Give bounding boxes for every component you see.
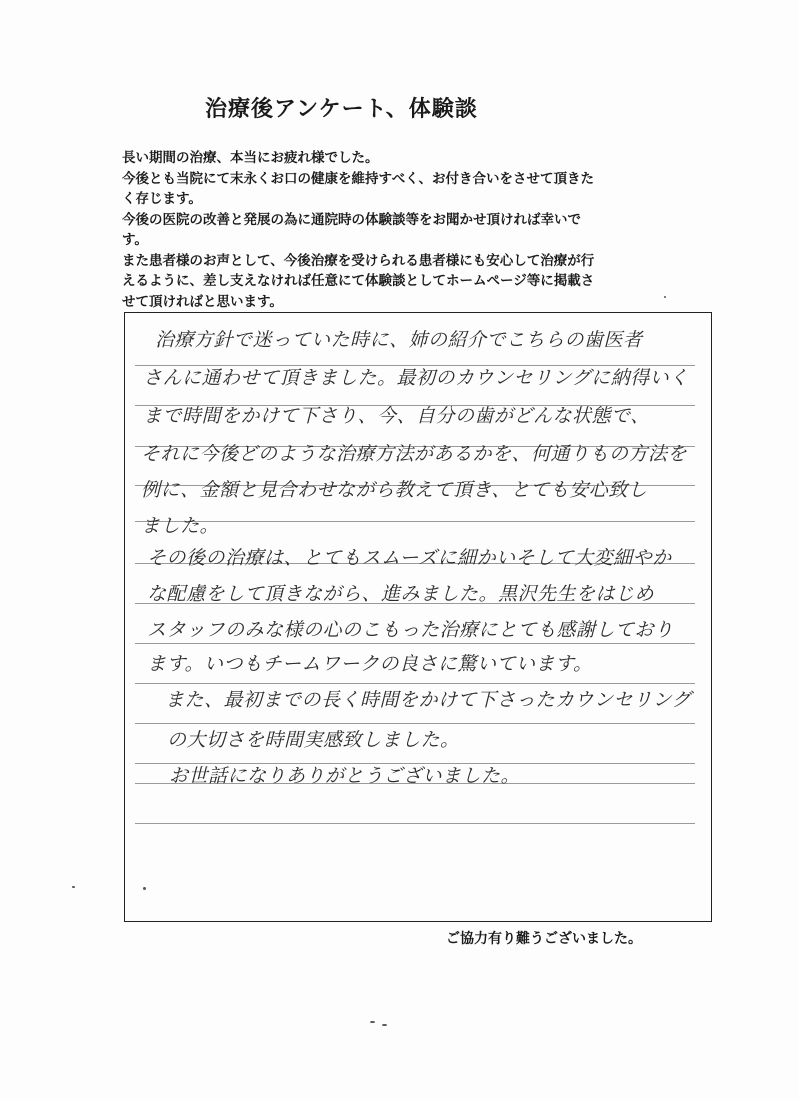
handwritten-line: さんに通わせて頂きました。最初のカウンセリングに納得いく [143,367,689,389]
scan-speck [664,296,666,298]
intro-line: えるように、差し支えなければ任意にて体験談としてホームページ等に掲載さ [122,273,595,289]
intro-line: せて頂ければと思います。 [122,293,283,310]
ruled-line [135,723,695,724]
handwritten-line: な配慮をして頂きながら、進みました。黒沢先生をはじめ [147,583,655,605]
intro-text [122,148,682,312]
handwritten-line: その後の治療は、とてもスムーズに細かいそして大変細やか [147,547,672,569]
ruled-line [135,683,695,684]
intro-line: す。 [122,232,148,248]
handwritten-line: また、最初までの長く時間をかけて下さったカウンセリング [165,689,692,711]
answer-box [124,312,712,922]
handwritten-line: スタッフのみな様の心のこもった治療にとても感謝しており [147,619,674,641]
intro-line: 長い期間の治療、本当にお疲れ様でした。 [122,150,379,166]
scan-speck [370,1021,375,1023]
scan-speck [72,886,75,888]
ruled-line [135,643,695,644]
page-title: 治療後アンケート、体験談 [205,97,478,122]
handwritten-line: それに今後どのような治療方法があるかを、何通りもの方法を [141,443,688,465]
ruled-line [135,823,695,824]
handwritten-line: ました。 [141,515,220,537]
intro-line: 今後の医院の改善と発展の為に通院時の体験談等をお聞かせ頂ければ幸いで [122,211,581,228]
intro-line: く存じます。 [122,191,202,207]
handwritten-line: の大切さを時間実感致しました。 [167,729,460,751]
handwritten-line: お世話になりありがとうございました。 [169,765,521,787]
ink-speck [143,887,146,890]
handwritten-line: ます。いつもチームワークの良さに驚いています。 [147,653,593,675]
handwritten-line: まで時間をかけて下さり、今、自分の歯がどんな状態で、 [143,405,650,427]
handwritten-line: 例に、金額と見合わせながら教えて頂き、とても安心致し [141,479,648,501]
scan-speck [382,1024,387,1026]
intro-line: また患者様のお声として、今後治療を受けられる患者様にも安心して治療が行 [122,252,595,269]
closing-text: ご協力有り難うございました。 [446,931,642,947]
intro-line: 今後とも当院にて末永くお口の健康を維持すべく、お付き合いをさせて頂きた [122,170,594,187]
handwritten-line: 治療方針で迷っていた時に、姉の紹介でこちらの歯医者 [155,329,643,351]
